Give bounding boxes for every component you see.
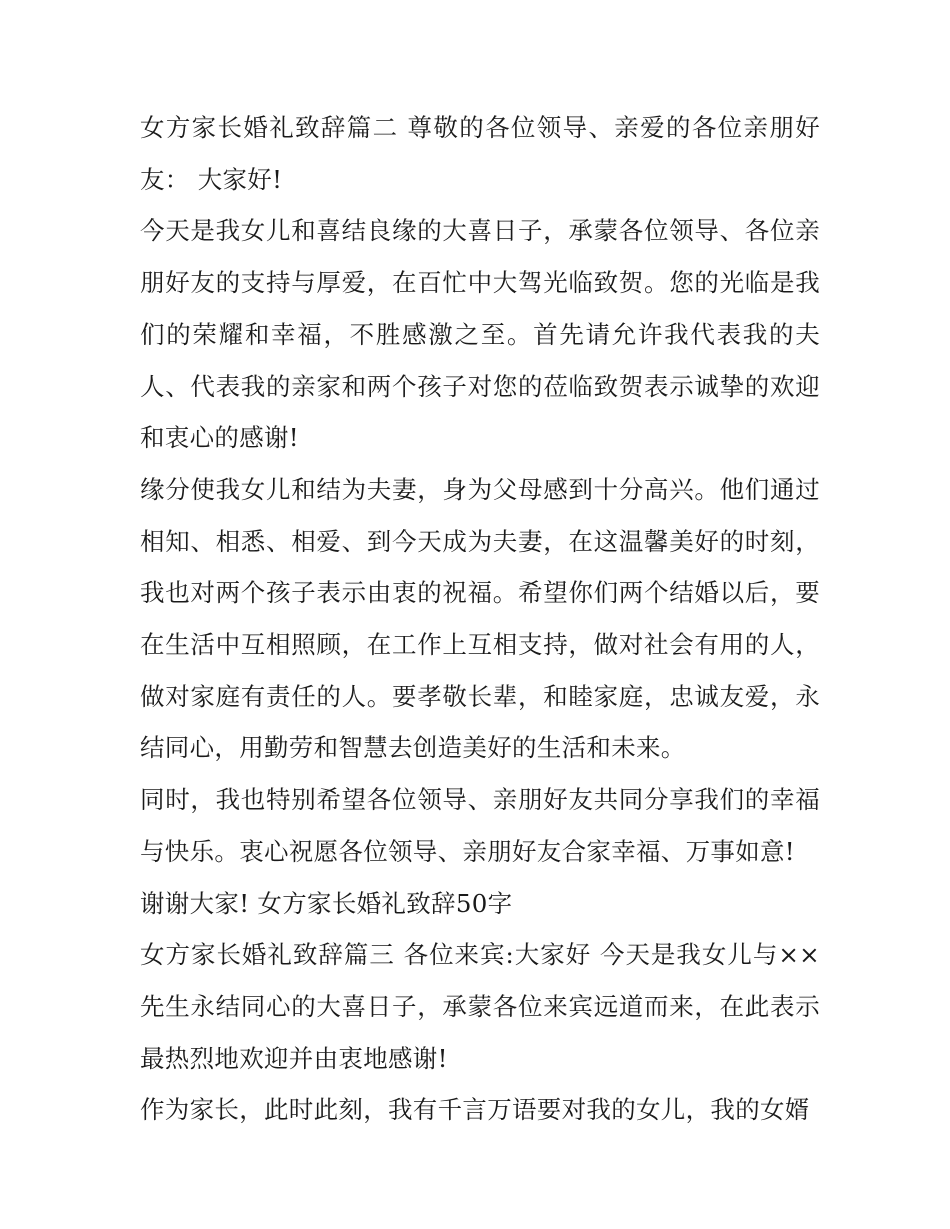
document-body xyxy=(140,102,820,1136)
paragraph-speech-2-greeting: 女方家长婚礼致辞篇二 尊敬的各位领导、亲爱的各位亲朋好友： 大家好! xyxy=(140,113,820,194)
paragraph-welcome-thanks: 今天是我女儿和喜结良缘的大喜日子，承蒙各位领导、各位亲朋好友的支持与厚爱，在百忙中大驾光临致贺。您的光临是我们的荣耀和幸福，不胜感激之至。首先请允许我代表我的夫人、代表我的亲家和两个孩子对您的莅临致贺表示诚挚的欢迎和衷心的感谢! xyxy=(140,216,820,453)
paragraph-wishes: 同时，我也特别希望各位领导、亲朋好友共同分享我们的幸福与快乐。衷心祝愿各位领导、亲朋好友合家幸福、万事如意! xyxy=(140,785,820,866)
paragraph-blessing: 缘分使我女儿和结为夫妻，身为父母感到十分高兴。他们通过相知、相悉、相爱、到今天成为夫妻，在这温馨美好的时刻，我也对两个孩子表示由衷的祝福。希望你们两个结婚以后，要在生活中互相照顾，在工作上互相支持，做对社会有用的人，做对家庭有责任的人。要孝敬长辈，和睦家庭，忠诚友爱，永结同心，用勤劳和智慧去创造美好的生活和未来。 xyxy=(140,474,820,763)
paragraph-as-parent: 作为家长，此时此刻，我有千言万语要对我的女儿，我的女婿 xyxy=(140,1095,810,1125)
paragraph-speech-3-greeting: 女方家长婚礼致辞篇三 各位来宾:大家好 今天是我女儿与××先生永结同心的大喜日子，承蒙各位来宾远道而来，在此表示最热烈地欢迎并由衷地感谢! xyxy=(140,940,820,1073)
paragraph-thanks-title: 谢谢大家! 女方家长婚礼致辞50字 xyxy=(140,888,513,918)
